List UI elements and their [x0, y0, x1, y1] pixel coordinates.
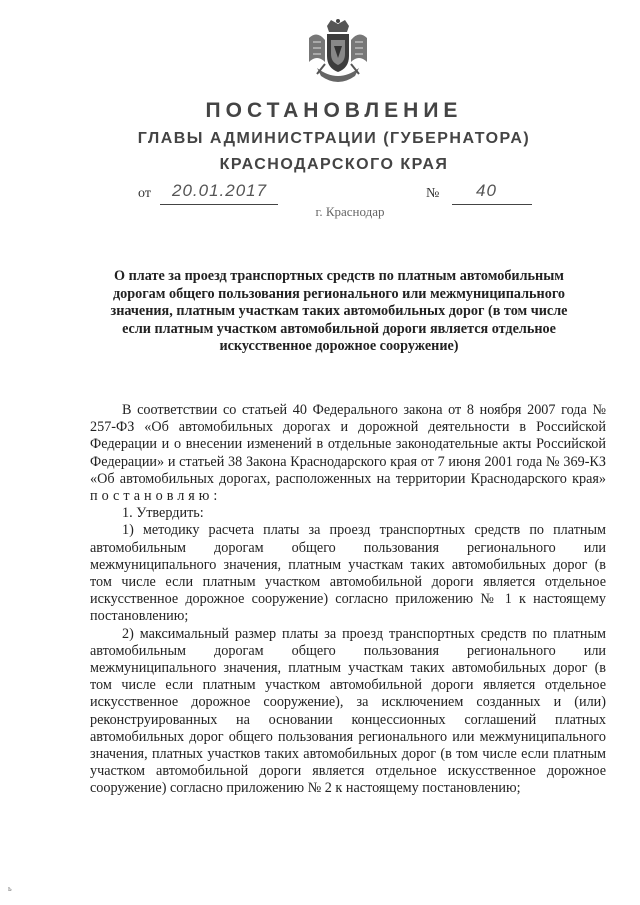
coat-of-arms-icon — [303, 18, 373, 88]
date-prefix: от — [138, 186, 151, 201]
number-value: 40 — [476, 181, 497, 200]
resolve-word: постановляю: — [90, 488, 222, 505]
document-type-heading: ПОСТАНОВЛЕНИЕ — [205, 99, 463, 122]
item-1-2: 2) максимальный размер платы за проезд транспортных средств по платным автомобильным дорогам общего пользования регионального или межмуниципального значения, платным участкам таких автомобильных дорог (в том числе если платным участком автомобильной дороги является отдельное искусственное дорожное сооружение), за исключением созданных и (или) реконструированных на основании концессионных соглашений платных автомобильных дорог общего пользования регионального или межмуниципального значения, платных участков таких автомобильных дорог (в том числе если платным участком автомобильной дороги является отдельное искусственное дорожное сооружение) согласно приложению № 2 к настоящему постановлению; — [90, 625, 606, 797]
item-1: 1. Утвердить: — [122, 505, 204, 522]
intro-paragraph: В соответствии со статьей 40 Федерального закона от 8 ноября 2007 года № 257-ФЗ «Об автомобильных дорогах и дорожной деятельности в Российской Федерации и о внесении изменений в отдельные законодательные акты Российской Федерации» и статьей 38 Закона Краснодарского края от 7 июня 2001 года № 369-КЗ «Об автомобильных дорогах, расположенных на территории Краснодарского края» постановляю: — [90, 402, 606, 505]
region-heading: КРАСНОДАРСКОГО КРАЯ — [219, 156, 449, 173]
document-body — [90, 402, 606, 798]
corner-mark: ь — [8, 884, 12, 893]
date-value: 20.01.2017 — [172, 181, 268, 200]
city-label: г. Краснодар — [315, 204, 385, 219]
document-title: О плате за проезд транспортных средств по платным автомобильным дорогам общего пользования регионального или межмуниципального значения, платным участкам таких автомобильных дорог (в том числе если платным участком автомобильной дороги является отдельное искусственное дорожное сооружение) — [110, 268, 568, 354]
item-1-1: 1) методику расчета платы за проезд транспортных средств по платным автомобильным дорогам общего пользования регионального или межмуниципального значения, платным участкам таких автомобильных дорог (в том числе если платным участком автомобильной дороги является отдельное искусственное дорожное сооружение) согласно приложению № 1 к настоящему постановлению; — [90, 522, 606, 625]
number-prefix: № — [426, 186, 440, 201]
issuer-heading: ГЛАВЫ АДМИНИСТРАЦИИ (ГУБЕРНАТОРА) — [137, 130, 531, 147]
